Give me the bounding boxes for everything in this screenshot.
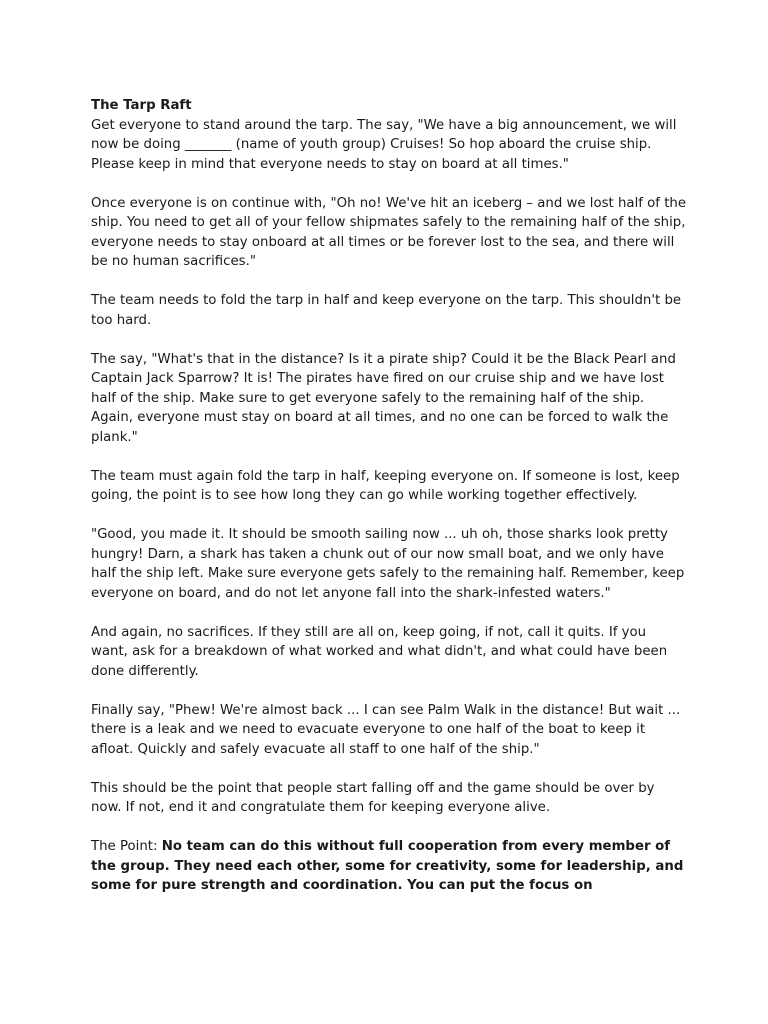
paragraph-iceberg: Once everyone is on continue with, "Oh no! We've hit an iceberg – and we lost half of the ship. You need to get all of your fellow shipmates safely to the remaining half of the ship, everyone needs to stay onboard at all times or be forever lost to the sea, and there will be no human sacrifices." xyxy=(91,195,687,269)
point-text: No team can do this without full cooperation from every member of the group. They need each other, some for creativity, some for leadership, and some for pure strength and coordination. You can put the focus on xyxy=(91,839,684,893)
paragraph-fold-again: The team must again fold the tarp in half, keeping everyone on. If someone is lost, keep going, the point is to see how long they can go while working together effectively. xyxy=(91,468,680,503)
paragraph-game-over: This should be the point that people start falling off and the game should be over by now. If not, end it and congratulate them for keeping everyone alive. xyxy=(91,780,655,815)
paragraph-the-point xyxy=(91,837,687,896)
paragraph-pirates: The say, "What's that in the distance? Is it a pirate ship? Could it be the Black Pearl and Captain Jack Sparrow? It is! The pirates have fired on our cruise ship and we have lost half of the ship. Make sure to get everyone safely to the remaining half of the ship. Again, everyone must stay on board at all times, and no one can be forced to walk the plank." xyxy=(91,351,676,445)
paragraph-no-sacrifices: And again, no sacrifices. If they still are all on, keep going, if not, call it quits. If you want, ask for a breakdown of what worked and what didn't, and what could have been done differently. xyxy=(91,624,668,679)
paragraph-leak: Finally say, "Phew! We're almost back ... I can see Palm Walk in the distance! But wait ... there is a leak and we need to evacuate everyone to one half of the boat to keep it afloat. Quickly and safely evacuate all staff to one half of the ship." xyxy=(91,702,681,757)
document-page xyxy=(91,96,687,915)
paragraph-fold-tarp: The team needs to fold the tarp in half and keep everyone on the tarp. This shouldn't be too hard. xyxy=(91,293,682,328)
point-label: The Point: xyxy=(91,839,162,854)
document-title: The Tarp Raft xyxy=(91,98,192,113)
paragraph-sharks: "Good, you made it. It should be smooth sailing now ... uh oh, those sharks look pretty hungry! Darn, a shark has taken a chunk out of our now small boat, and we only have half the ship left. Make sure everyone gets safely to the remaining half. Remember, keep everyone on board, and do not let anyone fall into the shark-infested waters." xyxy=(91,527,685,601)
paragraph-intro: Get everyone to stand around the tarp. The say, "We have a big announcement, we will now be doing _______ (name of youth group) Cruises! So hop aboard the cruise ship. Please keep in mind that everyone needs to stay on board at all times." xyxy=(91,117,677,172)
